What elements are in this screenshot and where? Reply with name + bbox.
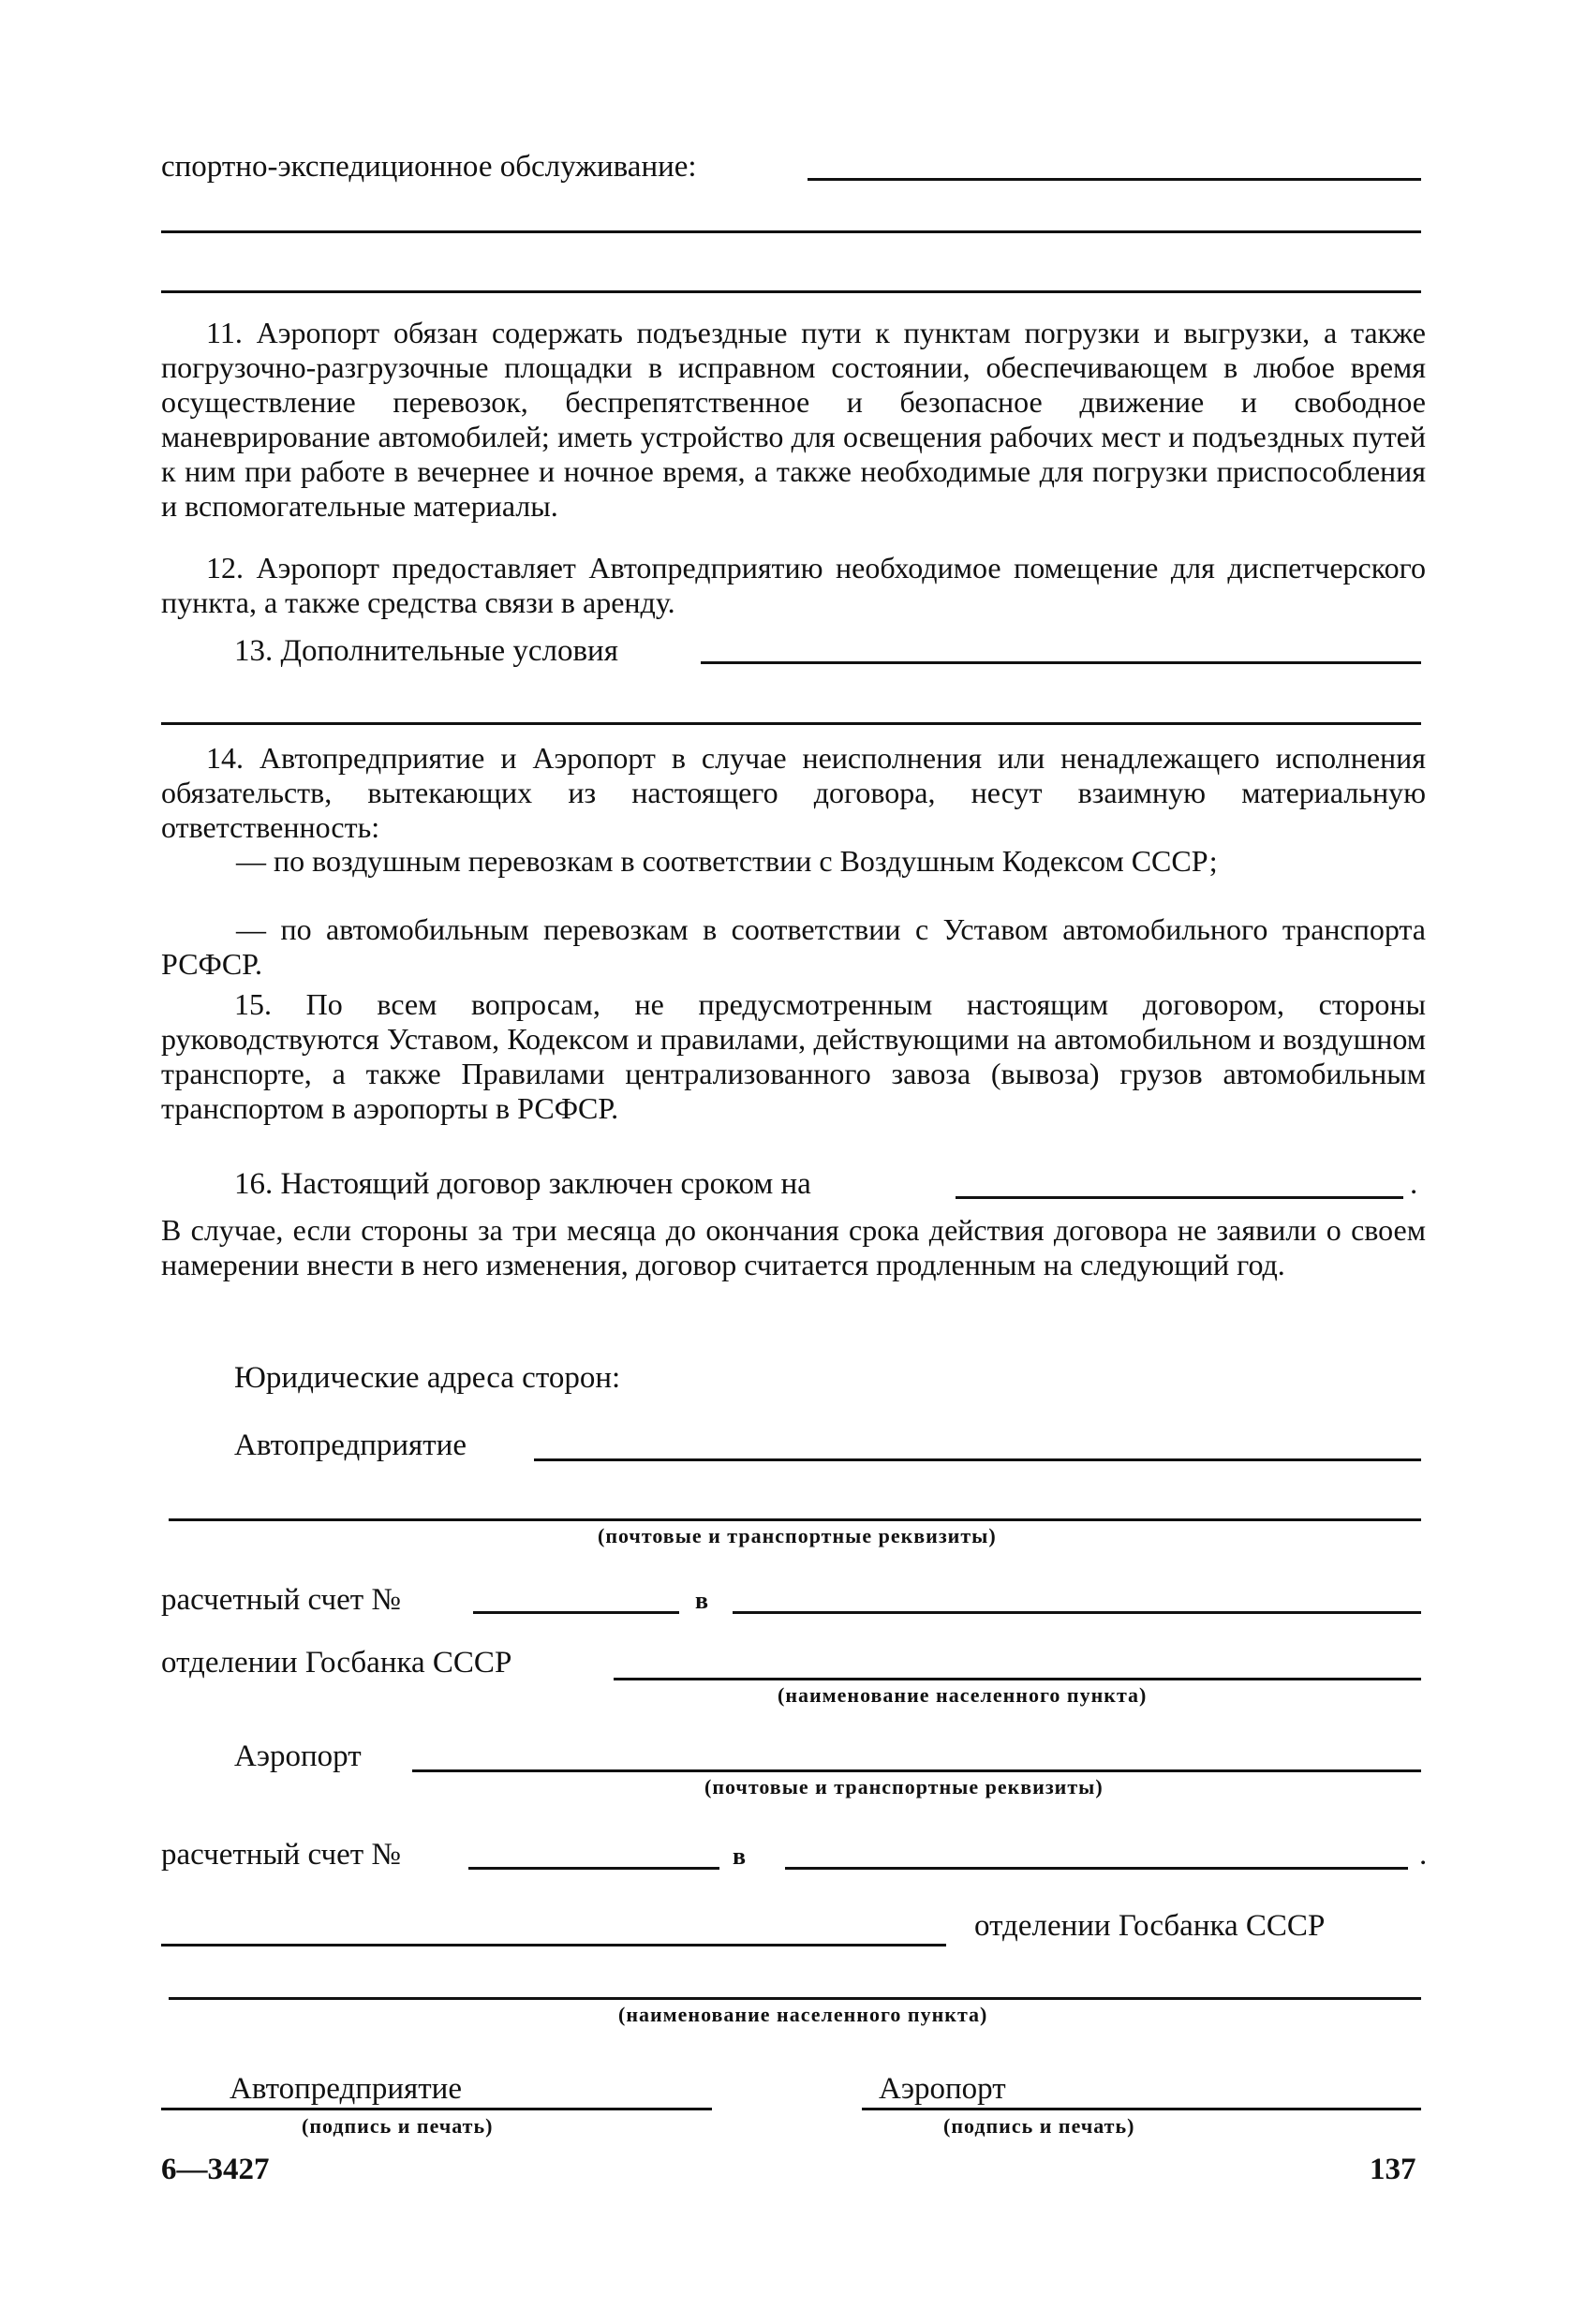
- page-number: 137: [1370, 2153, 1416, 2186]
- account-dot: .: [1419, 1838, 1428, 1872]
- caption-signature-2: (подпись и печать): [943, 2114, 1135, 2138]
- blank-line: [614, 1678, 1421, 1680]
- signature-airport: Аэропорт: [879, 2072, 1006, 2106]
- gosbank-label-2: отделении Госбанка СССР: [974, 1909, 1326, 1943]
- caption-postal-requisites: (почтовые и транспортные реквизиты): [598, 1524, 997, 1547]
- gosbank-label: отделении Госбанка СССР: [161, 1646, 512, 1680]
- caption-signature: (подпись и печать): [302, 2114, 494, 2138]
- blank-line: [956, 1196, 1403, 1199]
- blank-line: [169, 1518, 1421, 1521]
- legal-addresses-heading: Юридические адреса сторон:: [234, 1361, 621, 1395]
- autoenterprise-label: Автопредприятие: [234, 1428, 467, 1462]
- clause-14-air: — по воздушным перевозкам в соответствии с Воздушным Кодексом СССР;: [236, 844, 1218, 878]
- clause-14-auto: — по автомобильным перевозкам в соответствии с Уставом автомобильного транспорта РСФСР.: [161, 912, 1426, 981]
- clause-14: 14. Автопредприятие и Аэропорт в случае неисполнения или ненадлежащего исполнения обязательств, вытекающих из настоящего договора, несут взаимную материальную ответственность:: [161, 741, 1426, 844]
- account-label: расчетный счет №: [161, 1583, 401, 1617]
- caption-postal-requisites-2: (почтовые и транспортные реквизиты): [704, 1775, 1104, 1799]
- clause-15: 15. По всем вопросам, не предусмотренным настоящим договором, стороны руководствуются Уставом, Кодексом и правилами, действующими на автомобильном и воздушном транспорте, а также Правилами централизованного завоза (вывоза) грузов автомобильным транспортом в аэропорты в РСФСР.: [161, 987, 1426, 1125]
- blank-line: [808, 178, 1421, 181]
- blank-line: [161, 230, 1421, 233]
- in-label-2: в: [733, 1843, 747, 1870]
- blank-line: [534, 1458, 1421, 1461]
- clause-13: 13. Дополнительные условия: [234, 634, 618, 668]
- blank-line: [161, 1944, 946, 1947]
- caption-settlement-2: (наименование населенного пункта): [618, 2003, 988, 2026]
- blank-line: [161, 722, 1421, 725]
- clause-11: 11. Аэропорт обязан содержать подъездные пути к пунктам погрузки и выгрузки, а также погрузочно-разгрузочные площадки в исправном состоянии, обеспечивающем в любое время осуществление перевозок, беспрепятственное и безопасное движение и свободное маневрирование автомобилей; иметь устройство для освещения рабочих мест и подъездных путей к ним при работе в вечернее и ночное время, а также необходимые для погрузки приспособления и вспомогательные материалы.: [161, 316, 1426, 523]
- blank-line: [733, 1611, 1421, 1614]
- blank-line: [468, 1867, 719, 1870]
- blank-line: [169, 1997, 1421, 2000]
- service-label: спортно-экспедиционное обслуживание:: [161, 150, 697, 184]
- blank-line: [161, 290, 1421, 293]
- blank-line: [785, 1867, 1408, 1870]
- in-label: в: [695, 1587, 709, 1614]
- account-label-2: расчетный счет №: [161, 1838, 401, 1872]
- clause-16: 16. Настоящий договор заключен сроком на: [234, 1167, 811, 1201]
- signature-line: [862, 2108, 1421, 2110]
- airport-label: Аэропорт: [234, 1739, 362, 1773]
- footer-code: 6—3427: [161, 2153, 270, 2186]
- clause-16-text: В случае, если стороны за три месяца до окончания срока действия договора не заявили о своем намерении внести в него изменения, договор считается продленным на следующий год.: [161, 1213, 1426, 1281]
- blank-line: [473, 1611, 679, 1614]
- signature-autoenterprise: Автопредприятие: [230, 2072, 462, 2106]
- caption-settlement: (наименование населенного пункта): [778, 1683, 1148, 1707]
- blank-line: [412, 1769, 1421, 1772]
- blank-line: [701, 661, 1421, 664]
- clause-16-dot: .: [1410, 1167, 1418, 1201]
- signature-line: [161, 2108, 712, 2110]
- clause-12: 12. Аэропорт предоставляет Автопредприятию необходимое помещение для диспетчерского пункта, а также средства связи в аренду.: [161, 551, 1426, 619]
